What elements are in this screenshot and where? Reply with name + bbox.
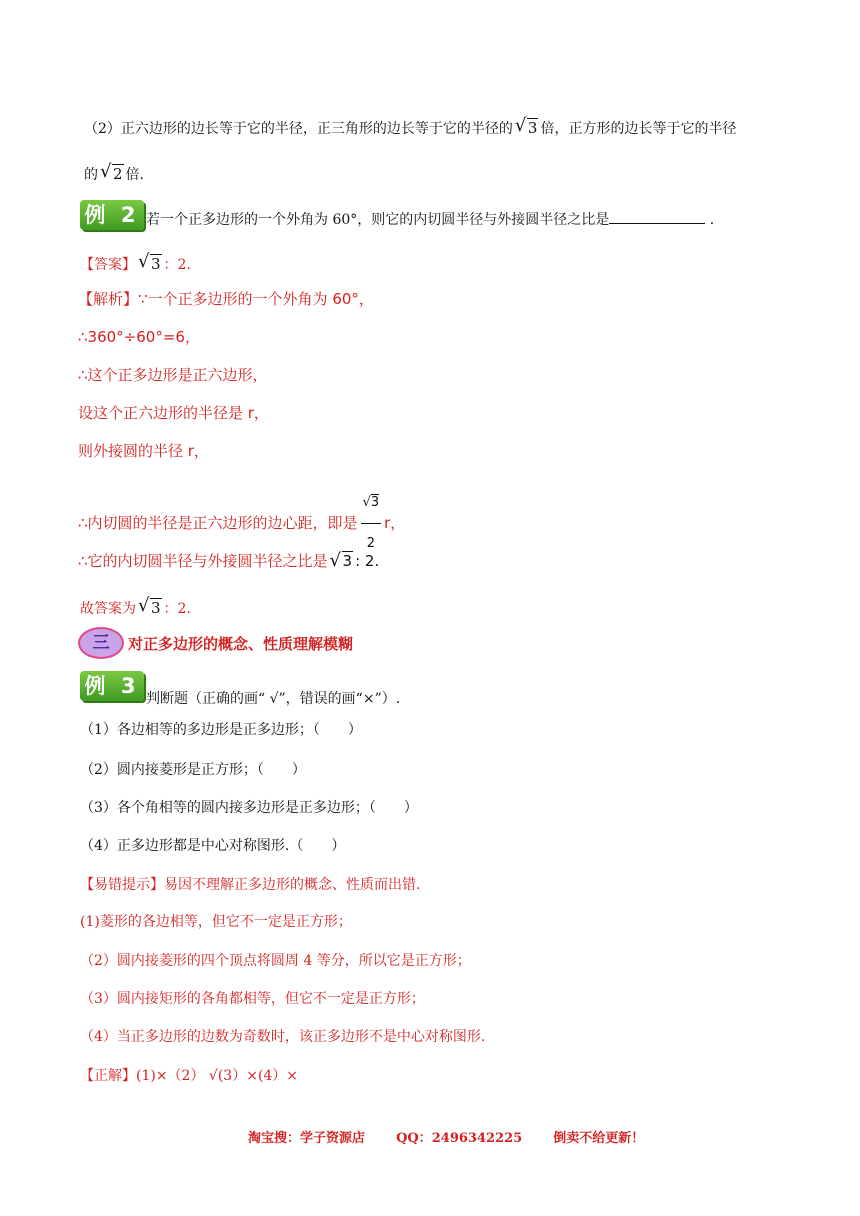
section-3-title: 对正多边形的概念、性质理解模糊: [128, 635, 354, 653]
error-tip: [80, 874, 420, 896]
sqrt-3: √ 3: [514, 115, 538, 137]
tip-item-3: （3）圆内接矩形的各角都相等，但它不一定是正方形；: [80, 991, 425, 1007]
intro-line-1: [84, 117, 736, 140]
question-end: .: [709, 212, 715, 228]
intro-line-2: [84, 163, 144, 186]
sqrt-2: √ 2: [100, 161, 123, 183]
answer-label: 【答案】: [80, 257, 136, 273]
judge-item-4: （4）正多边形都是中心对称图形.（ ）: [80, 838, 346, 854]
analysis-line-8: [80, 597, 191, 620]
example-2-answer: [80, 253, 191, 276]
correct-solution: [80, 1065, 298, 1087]
tip-item-4: （4）当正多边形的边数为奇数时，该正多边形不是中心对称图形.: [80, 1029, 486, 1045]
tip-label: 【易错提示】: [80, 877, 164, 893]
analysis-line-1: 【解析】∵一个正多边形的一个外角为 60°，: [78, 290, 374, 308]
analysis-line-3: ∴这个正多边形是正六边形，: [78, 366, 268, 384]
solution-label: 【正解】: [80, 1068, 136, 1084]
question-text: 若一个正多边形的一个外角为 60°，则它的内切圆半径与外接圆半径之比是: [146, 212, 610, 228]
judge-item-2: （2）圆内接菱形是正方形；（ ）: [80, 762, 306, 778]
analysis-7-end: : 2.: [355, 552, 380, 570]
analysis-8-sqrt: √ 3: [138, 595, 161, 617]
intro-text-a: （2）正六边形的边长等于它的半径，正三角形的边长等于它的半径的: [84, 121, 513, 137]
example-2-question: [146, 209, 714, 231]
analysis-6-text: ∴内切圆的半径是正六边形的边心距，即是: [78, 514, 358, 532]
analysis-line-2: ∴360°÷60°=6，: [78, 328, 200, 346]
section-3-icon: 三: [78, 627, 124, 659]
example-3-badge: 例 3: [80, 671, 144, 701]
footer-note: 倒卖不给更新！: [553, 1131, 645, 1146]
analysis-line-4: 设这个正六边形的半径是 r，: [78, 404, 269, 422]
intro-text-b: 倍，正方形的边长等于它的半径: [540, 121, 737, 137]
answer-sqrt: √ 3: [138, 251, 161, 273]
judge-item-1: （1）各边相等的多边形是正多边形；（ ）: [80, 722, 362, 738]
footer-shop: 淘宝搜：学子资源店: [248, 1131, 366, 1146]
tip-item-1: (1)菱形的各边相等，但它不一定是正方形；: [80, 914, 352, 930]
analysis-6-end: r，: [384, 514, 406, 532]
analysis-7-sqrt: √ 3: [329, 550, 353, 571]
example-3-question: 判断题（正确的画“ √”，错误的画“×”）.: [146, 691, 401, 707]
analysis-8-text: 故答案为: [80, 601, 136, 617]
intro-text-d: 倍.: [125, 167, 144, 183]
judge-item-3: （3）各个角相等的圆内接多边形是正多边形；（ ）: [80, 800, 418, 816]
tip-item-2: （2）圆内接菱形的四个顶点将圆周 4 等分，所以它是正方形；: [80, 953, 471, 969]
analysis-line-7: [78, 550, 379, 571]
analysis-8-end: ：2.: [163, 601, 191, 617]
answer-rest: ：2.: [163, 257, 191, 273]
analysis-line-5: 则外接圆的半径 r，: [78, 442, 209, 460]
solution-text: (1)×（2） √(3）×(4）×: [136, 1068, 299, 1084]
fraction-sqrt3-over-2: $\frac{√3}{2}$: [361, 483, 382, 564]
analysis-7-text: ∴它的内切圆半径与外接圆半径之比是: [78, 552, 328, 570]
footer: [248, 1127, 644, 1146]
answer-blank: [609, 209, 705, 224]
intro-text-c: 的: [84, 167, 98, 183]
tip-text: 易因不理解正多边形的概念、性质而出错.: [164, 877, 421, 893]
example-2-badge: 例 2: [80, 200, 144, 230]
footer-qq: QQ：2496342225: [396, 1131, 523, 1146]
